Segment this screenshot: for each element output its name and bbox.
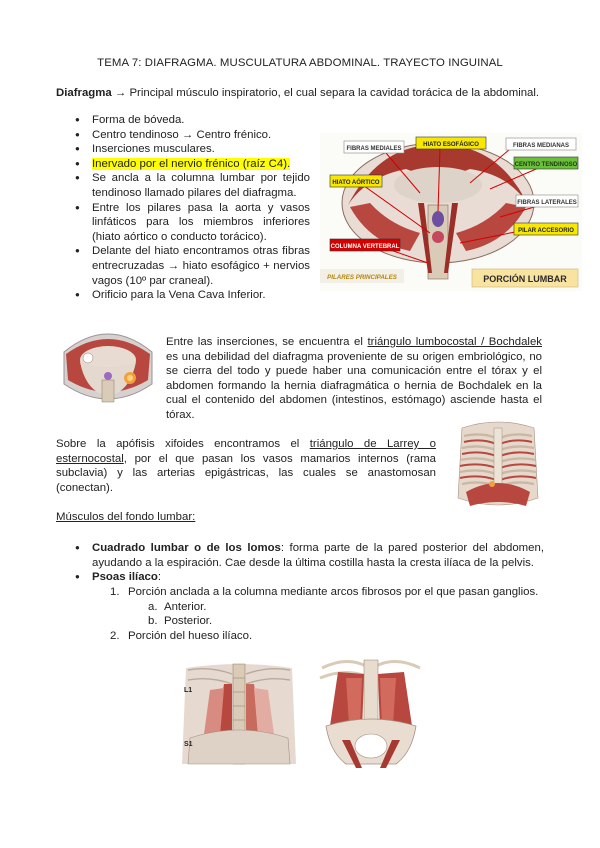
list-item: ● Inserciones musculares. xyxy=(56,142,310,157)
label-hiato-aortico: HIATO AÓRTICO xyxy=(332,180,380,186)
item-letter: b. xyxy=(148,615,158,628)
label-porcion-lumbar: PORCIÓN LUMBAR xyxy=(483,274,567,284)
bochdalek-term: triángulo lumbocostal / Bochdalek xyxy=(367,336,542,348)
list-item xyxy=(56,614,544,629)
quadratus-lumborum-figure xyxy=(180,660,298,768)
label-fibras-laterales: FIBRAS LATERALES xyxy=(517,200,577,206)
diaphragm-lumbar-figure xyxy=(320,133,582,291)
item-text: Posterior. xyxy=(164,615,213,628)
larrey-paragraph xyxy=(56,437,436,495)
item-number: 1. xyxy=(110,586,120,598)
larrey-triangle-illustration xyxy=(452,418,544,514)
section-heading-lumbar: Músculos del fondo lumbar: xyxy=(56,511,196,523)
item-number: 2. xyxy=(110,629,120,642)
item-text: Anterior. xyxy=(164,600,207,613)
bochdalek-paragraph xyxy=(166,335,542,423)
psoas-term: Psoas ilíaco xyxy=(92,571,158,584)
psoas-sublist xyxy=(56,585,544,643)
list-item xyxy=(56,600,544,615)
cuadrado-lumbar-text: : forma parte de la pared posterior del abdomen, ayudando a la espiración. Cae desde la última costilla hasta la cresta ilíaca de la pelvis. xyxy=(92,542,544,569)
list-item: ● Centro tendinoso → Centro frénico. xyxy=(56,128,310,143)
larrey-text-pre: Sobre la apófisis xifoides encontramos el xyxy=(56,438,310,450)
item-letter: a. xyxy=(148,600,158,613)
diaphragm-inferior-view-figure xyxy=(58,322,158,416)
label-fibras-mediales: FIBRAS MEDIALES xyxy=(346,146,402,152)
intro-term: Diafragma xyxy=(56,87,112,99)
list-item xyxy=(56,541,544,570)
page-title: TEMA 7: DIAFRAGMA. MUSCULATURA ABDOMINAL. TRAYECTO INGUINAL xyxy=(97,57,503,69)
label-columna-vertebral: COLUMNA VERTEBRAL xyxy=(330,244,400,250)
psoas-iliac-figure xyxy=(316,656,426,772)
psoas-illustration xyxy=(316,656,426,772)
item-text: Porción anclada a la columna mediante arcos fibrosos por el que pasan ganglios. xyxy=(128,586,539,598)
larrey-text-post: , por el que pasan los vasos mamarios internos (rama subclavia) y las arterias epigástricas, las cuales se anastomosan (conectan). xyxy=(56,452,436,494)
label-s1: S1 xyxy=(184,741,193,748)
list-item: ● Orificio para la Vena Cava Inferior. xyxy=(56,288,310,303)
posterior-lumbar-illustration xyxy=(180,660,298,768)
label-pilares-principales: PILARES PRINCIPALES xyxy=(327,274,397,281)
label-pilar-accesorio: PILAR ACCESORIO xyxy=(518,228,574,234)
larrey-term: triángulo de Larrey o esternocostal xyxy=(56,438,436,465)
psoas-colon: : xyxy=(157,571,162,584)
thorax-anterior-figure xyxy=(452,418,544,514)
intro-text: → Principal músculo inspiratorio, el cual separa la cavidad torácica de la abdominal. xyxy=(111,87,540,99)
diaphragm-bullet-list xyxy=(56,113,310,303)
label-hiato-esofagico: HIATO ESOFÁGICO xyxy=(423,142,479,148)
intro-paragraph xyxy=(56,86,556,101)
lumbar-muscles-list xyxy=(56,541,544,585)
list-item: ● Se ancla a la columna lumbar por tejido tendinoso llamado pilares del diafragma. xyxy=(56,171,310,200)
list-item: ● Entre los pilares pasa la aorta y vasos linfáticos para los miembros inferiores (hiato aórtico o conducto torácico). xyxy=(56,201,310,245)
list-item xyxy=(56,629,544,644)
list-item xyxy=(56,157,310,172)
label-centro-tendinoso: CENTRO TENDINOSO xyxy=(514,162,578,168)
list-item: ● Delante del hiato encontramos otras fibras entrecruzadas → hiato esofágico + nervios vagos (10º par craneal). xyxy=(56,244,310,288)
highlighted-text: Inervado por el nervio frénico (raíz C4). xyxy=(92,157,291,170)
bochdalek-text-pre: Entre las inserciones, se encuentra el xyxy=(166,336,368,348)
list-item xyxy=(56,585,544,600)
cuadrado-lumbar-term: Cuadrado lumbar o de los lomos xyxy=(92,542,281,554)
label-l1: L1 xyxy=(184,687,193,694)
list-item: ● Forma de bóveda. xyxy=(56,113,310,128)
label-fibras-medianas: FIBRAS MEDIANAS xyxy=(512,143,570,149)
list-item xyxy=(56,570,544,585)
item-text: Porción del hueso ilíaco. xyxy=(128,629,253,642)
diaphragm-hernia-illustration xyxy=(58,322,158,416)
bochdalek-text-post: es una debilidad del diafragma proveniente de su origen embriológico, no se cierra del todo y puede haber una comunicación entre el tórax y el abdomen formando la hernia diafragmática o hernia de Bochdalek en la cual el contenido del abdomen (intestinos, estómago) asciende hasta el tórax. xyxy=(166,350,542,421)
diaphragm-illustration xyxy=(320,133,582,291)
